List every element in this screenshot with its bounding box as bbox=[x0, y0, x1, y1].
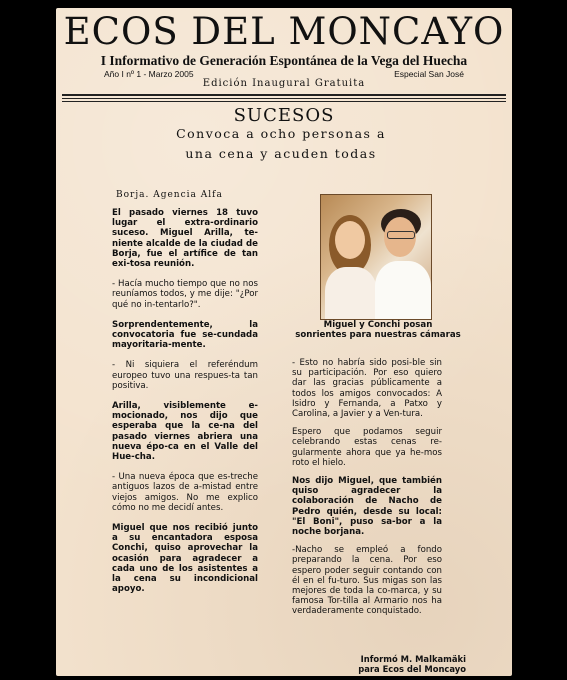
section-title: SUCESOS bbox=[233, 105, 335, 126]
article-paragraph: - Una nueva época que es-treche antiguos lazos de a-mistad entre viejos amigos. No me explico cómo no me decidí antes. bbox=[112, 472, 258, 513]
caption-line: sonrientes para nuestras cámaras bbox=[295, 330, 461, 340]
photo-detail bbox=[375, 261, 431, 320]
headline-line: una cena y acuden todas bbox=[185, 146, 377, 161]
special-edition-label: Especial San José bbox=[394, 69, 464, 79]
issue-number: Año I nº 1 - Marzo 2005 bbox=[104, 69, 194, 79]
credit-line: Informó M. Malkamäki bbox=[360, 654, 466, 664]
article-paragraph: Arilla, visiblemente e-mocionado, nos dijo que esperaba que la ce-na del pasado viernes abriera una nueva épo-ca en el Valle del Hue-cha. bbox=[112, 401, 258, 463]
article-credit bbox=[296, 654, 466, 674]
article-paragraph: Miguel que nos recibió junto a su encantadora esposa Conchi, quiso aprovechar la ocasión para agradecer a cada uno de los asistentes a la cena su incondicional apoyo. bbox=[112, 523, 258, 595]
newspaper-title: ECOS DEL MONCAYO bbox=[63, 10, 505, 53]
article-headline bbox=[116, 124, 446, 164]
masthead-rule bbox=[62, 94, 506, 96]
article-byline: Borja. Agencia Alfa bbox=[116, 190, 223, 200]
credit-line: para Ecos del Moncayo bbox=[358, 664, 466, 674]
article-paragraph: - Ni siquiera el referéndum europeo tuvo una respues-ta tan positiva. bbox=[112, 360, 258, 391]
article-paragraph: - Esto no habría sido posi-ble sin su participación. Por eso quiero dar las gracias públicamente a todos los amigos convocados: A Isidro y Fernanda, a Patxo y Carolina, a Javier y a Ven-tura. bbox=[292, 358, 442, 420]
edition-label: Edición Inaugural Gratuita bbox=[202, 78, 366, 89]
photo-caption bbox=[278, 320, 478, 340]
caption-line: Miguel y Conchi posan bbox=[323, 320, 433, 330]
article-column-right bbox=[292, 358, 442, 617]
newspaper-subtitle: I Informativo de Generación Espontánea de la Vega del Huecha bbox=[100, 53, 468, 68]
article-paragraph: Nos dijo Miguel, que también quiso agradecer la colaboración de Nacho de Pedro quién, desde su local: "El Boni", puso sa-bor a la noche borjana. bbox=[292, 476, 442, 538]
article-paragraph: Sorprendentemente, la convocatoria fue se-cundada mayoritaria-mente. bbox=[112, 319, 258, 351]
masthead-rule bbox=[62, 98, 506, 99]
article-column-left bbox=[112, 208, 258, 595]
photo-detail bbox=[387, 231, 415, 239]
photo-detail bbox=[335, 221, 365, 259]
masthead-rule bbox=[62, 101, 506, 102]
article-paragraph: -Nacho se empleó a fondo preparando la cena. Por eso espero poder seguir contando con él en el fu-turo. Sus migas son las mejores de toda la co-marca, y su famosa Tor-tilla al Armario nos ha verdaderamente conquistado. bbox=[292, 545, 442, 617]
photo-detail bbox=[325, 267, 377, 320]
headline-line: Convoca a ocho personas a bbox=[176, 126, 386, 141]
article-paragraph: El pasado viernes 18 tuvo lugar el extra-ordinario suceso. Miguel Arilla, te-niente alcalde de la ciudad de Borja, fue el artífice de tan exi-tosa reunión. bbox=[112, 208, 258, 270]
article-paragraph: Espero que podamos seguir celebrando estas cenas re-gularmente ahora que ya he-mos roto el hielo. bbox=[292, 427, 442, 468]
article-photo bbox=[320, 194, 432, 320]
article-paragraph: - Hacía mucho tiempo que no nos reuníamos todos, y me dije: "¿Por qué no in-tentarlo?". bbox=[112, 279, 258, 310]
newspaper-page bbox=[56, 8, 512, 676]
